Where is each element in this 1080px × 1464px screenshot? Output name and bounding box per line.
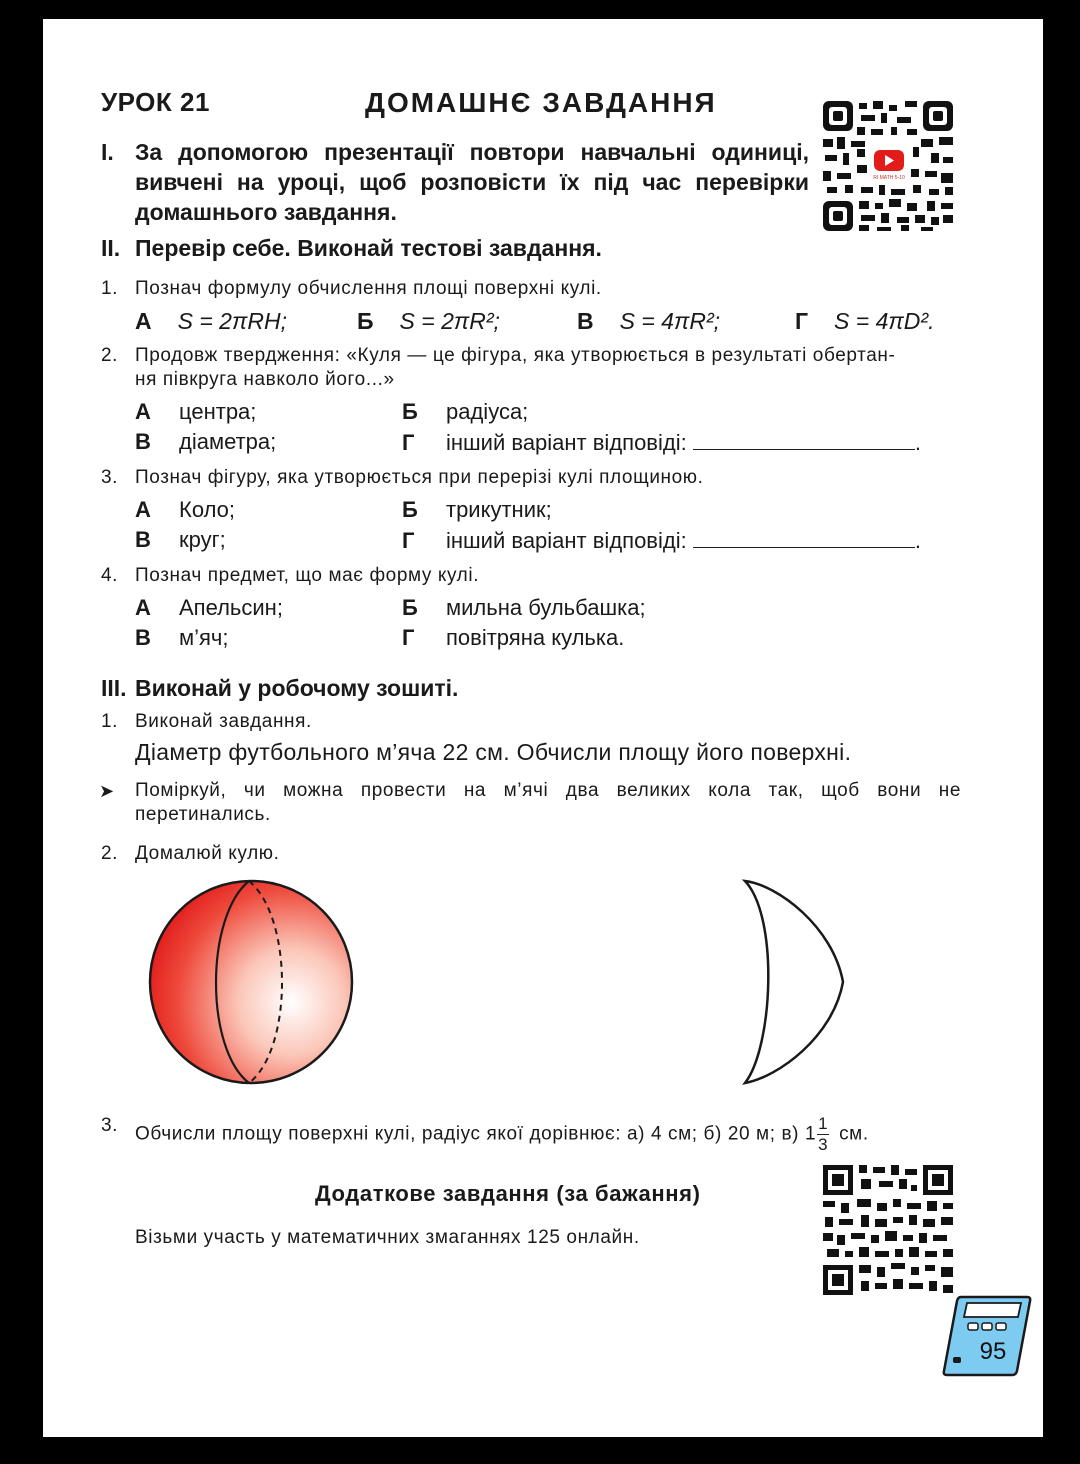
fraction xyxy=(817,1114,829,1155)
workbook-task-2-text: Домалюй кулю. xyxy=(135,843,280,864)
workbook-task-3-unit: см. xyxy=(839,1123,869,1145)
q3-option-a[interactable]: А Коло; xyxy=(135,497,235,522)
section-2 xyxy=(101,233,961,263)
qr-code-competition[interactable] xyxy=(821,1163,955,1297)
workbook-task-2 xyxy=(101,842,965,866)
q3-option-g[interactable]: Г інший варіант відповіді: . xyxy=(402,528,921,553)
crescent-outline xyxy=(745,881,843,1083)
fraction-numerator: 1 xyxy=(818,1114,829,1133)
q2-option-a[interactable]: А центра; xyxy=(135,399,257,424)
lesson-number: УРОК 21 xyxy=(101,87,210,117)
workbook-task-1 xyxy=(101,710,965,734)
workbook-task-2-number: 2. xyxy=(101,843,119,864)
question-3-text: Познач фігуру, яка утворюється при перерізі кулі площиною. xyxy=(135,467,704,488)
q4-option-a[interactable]: А Апельсин; xyxy=(135,595,283,620)
q1-option-v[interactable]: В S = 4πR²; xyxy=(577,308,721,334)
section-2-number: II. xyxy=(101,235,121,261)
question-3 xyxy=(101,466,965,490)
page-title: ДОМАШНЄ ЗАВДАННЯ xyxy=(365,87,717,118)
think-note-line1: Поміркуй, чи можна провести на м’ячі два великих кола так, щоб вони не xyxy=(135,780,961,801)
extra-task-title: Додаткове завдання (за бажання) xyxy=(315,1181,701,1206)
question-1-text: Познач формулу обчислення площі поверхні кулі. xyxy=(135,278,602,299)
section-3 xyxy=(101,673,961,703)
calculator-page-number-icon xyxy=(941,1293,1033,1377)
answer-blank[interactable] xyxy=(693,429,915,450)
sphere-drawing xyxy=(143,877,359,1089)
qr-code-youtube[interactable] xyxy=(821,99,955,233)
sphere-body xyxy=(150,881,352,1083)
question-4-text: Познач предмет, що має форму кулі. xyxy=(135,565,480,586)
q4-option-v[interactable]: В м’яч; xyxy=(135,625,229,650)
question-1-number: 1. xyxy=(101,278,119,299)
workbook-task-3-number: 3. xyxy=(101,1115,119,1136)
q4-option-g[interactable]: Г повітряна кулька. xyxy=(402,625,625,650)
qr-caption: RI MATH 5-10 xyxy=(873,175,905,181)
q2-option-b[interactable]: Б радіуса; xyxy=(402,399,529,424)
incomplete-sphere-drawing xyxy=(733,877,853,1089)
section-1 xyxy=(101,137,809,227)
section-2-text: Перевір себе. Виконай тестові завдання. xyxy=(135,235,602,261)
think-note-line2: перетинались. xyxy=(135,804,271,825)
workbook-task-1-text: Виконай завдання. xyxy=(135,711,312,732)
question-2-text-line2: ня півкруга навколо його...» xyxy=(135,369,395,390)
qr-pattern-icon xyxy=(821,1163,955,1297)
section-3-text: Виконай у робочому зошиті. xyxy=(135,675,459,701)
page-number: 95 xyxy=(979,1338,1007,1365)
q1-option-g[interactable]: Г S = 4πD². xyxy=(795,308,935,334)
question-4 xyxy=(101,564,965,588)
question-1 xyxy=(101,277,965,301)
q1-option-a[interactable]: А S = 2πRH; xyxy=(135,308,287,334)
extra-task-text: Візьми участь у математичних змаганнях 125 онлайн. xyxy=(135,1227,640,1248)
answer-blank[interactable] xyxy=(693,527,915,548)
q1-option-b[interactable]: Б S = 2πR²; xyxy=(357,308,500,334)
q3-option-b[interactable]: Б трикутник; xyxy=(402,497,552,522)
question-2-number: 2. xyxy=(101,345,119,366)
arrow-bullet-icon: ➤ xyxy=(99,781,115,801)
q3-option-v[interactable]: В круг; xyxy=(135,527,226,552)
fraction-denominator: 3 xyxy=(818,1135,829,1154)
think-note xyxy=(99,779,961,827)
q2-option-v[interactable]: В діаметра; xyxy=(135,429,277,454)
question-2 xyxy=(101,344,975,392)
section-1-number: I. xyxy=(101,139,114,165)
football-problem: Діаметр футбольного м’яча 22 см. Обчисли площу його поверхні. xyxy=(135,739,852,765)
question-3-number: 3. xyxy=(101,467,119,488)
question-4-number: 4. xyxy=(101,565,119,586)
q2-option-g[interactable]: Г інший варіант відповіді: . xyxy=(402,430,921,455)
workbook-task-1-number: 1. xyxy=(101,711,119,732)
section-1-text: За допомогою презентації повтори навчальні одиниці, вивчені на уроці, щоб розповісти їх під час перевірки домашнього завдання. xyxy=(135,139,809,225)
workbook-task-3 xyxy=(101,1114,975,1155)
q4-option-b[interactable]: Б мильна бульбашка; xyxy=(402,595,646,620)
textbook-page xyxy=(43,19,1043,1437)
qr-pattern-icon xyxy=(821,99,955,233)
workbook-task-3-text: Обчисли площу поверхні кулі, радіус якої дорівнює: а) 4 см; б) 20 м; в) 1 xyxy=(135,1123,817,1145)
question-2-text-line1: Продовж твердження: «Куля — це фігура, яка утворюється в результаті обертан- xyxy=(135,345,896,366)
section-3-number: III. xyxy=(101,675,127,701)
